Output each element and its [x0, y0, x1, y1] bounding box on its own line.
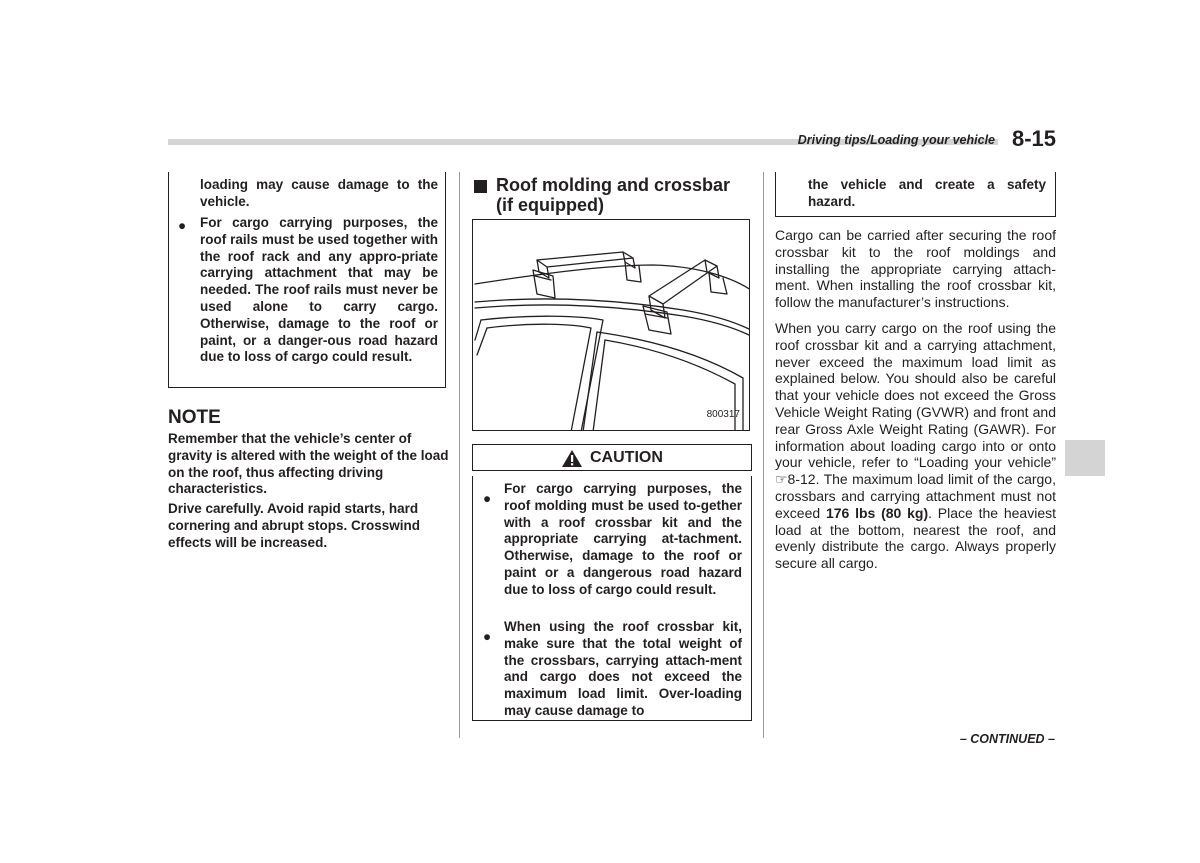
caution-bullet-1: For cargo carrying purposes, the roof molding must be used to-gether with a roof crossbar kit and the appropriate carrying at-tachment. Otherwise, damage to the roof or paint or a dangerous road hazard due to loss of cargo could result.	[504, 481, 742, 597]
note-paragraph-1: Remember that the vehicle’s center of gravity is altered with the weight of the load on the roof, thus affecting driving characteristics.	[168, 431, 449, 497]
body-paragraph-2	[775, 320, 1056, 572]
body-paragraph-2-part-b: . Place the heaviest load at the bottom, nearest the roof, and evenly distribute the cargo. Always properly secure all cargo.	[775, 504, 1056, 572]
column-divider-right	[763, 172, 764, 738]
note-heading: NOTE	[168, 407, 221, 428]
caution-header	[472, 444, 752, 471]
load-limit-value: 176 lbs (80 kg)	[825, 504, 929, 521]
header-section-title: Driving tips/Loading your vehicle	[797, 133, 995, 147]
figure-code: 800317	[706, 409, 740, 420]
bullet-dot: ●	[483, 629, 492, 644]
column-divider-left	[459, 172, 460, 738]
warning-bullet-text: For cargo carrying purposes, the roof rails must be used together with the roof rack and any appro-priate carrying attachment that may be needed. The roof rails must never be used alone to carry cargo. Otherwise, damage to the roof or paint, or a danger-ous road hazard due to loss of cargo could result.	[200, 215, 438, 365]
warning-continued-text-2: the vehicle and create a safety hazard.	[808, 177, 1046, 209]
car-roof-crossbar-drawing	[473, 220, 750, 431]
note-paragraph-2: Drive carefully. Avoid rapid starts, hard cornering and abrupt stops. Crosswind effects will be increased.	[168, 501, 421, 550]
crossbar-illustration	[472, 219, 750, 431]
section-title: Roof molding and crossbar (if equipped)	[496, 175, 731, 215]
body-paragraph-1: Cargo can be carried after securing the roof crossbar kit to the roof moldings and installing the appropriate carrying attach-ment. When installing the roof crossbar kit, follow the manufacturer’s instructions.	[775, 227, 1056, 311]
page-number: 8-15	[1012, 126, 1057, 151]
continued-label: – CONTINUED –	[959, 732, 1055, 746]
warning-triangle-icon	[561, 449, 583, 468]
bullet-dot: ●	[483, 491, 492, 506]
warning-continued-text: loading may cause damage to the vehicle.	[200, 177, 438, 209]
chapter-side-tab	[1065, 440, 1105, 476]
caution-label: CAUTION	[590, 449, 663, 466]
bullet-dot: ●	[178, 218, 187, 233]
body-paragraph-2-part-a: When you carry cargo on the roof using the roof crossbar kit and a carrying attachment, never exceed the maximum load limit as explained below. You should also be careful that your vehicle does not exceed the Gross Vehicle Weight Rating (GVWR) and front and rear Gross Axle Weight Rating (GAWR). For information about loading cargo into or onto your vehicle, refer to “Loading your vehicle” ☞8-12. The maximum load limit of the cargo, crossbars and carrying attachment must not exceed	[775, 320, 1056, 521]
warning-box-continued-2	[775, 172, 1056, 217]
section-square-icon	[474, 180, 487, 193]
caution-bullet-2: When using the roof crossbar kit, make sure that the total weight of the crossbars, carrying attach-ment and cargo does not exceed the maximum load limit. Over-loading may cause damage to	[504, 619, 742, 718]
warning-box-continued	[168, 172, 446, 388]
caution-body	[472, 476, 752, 721]
